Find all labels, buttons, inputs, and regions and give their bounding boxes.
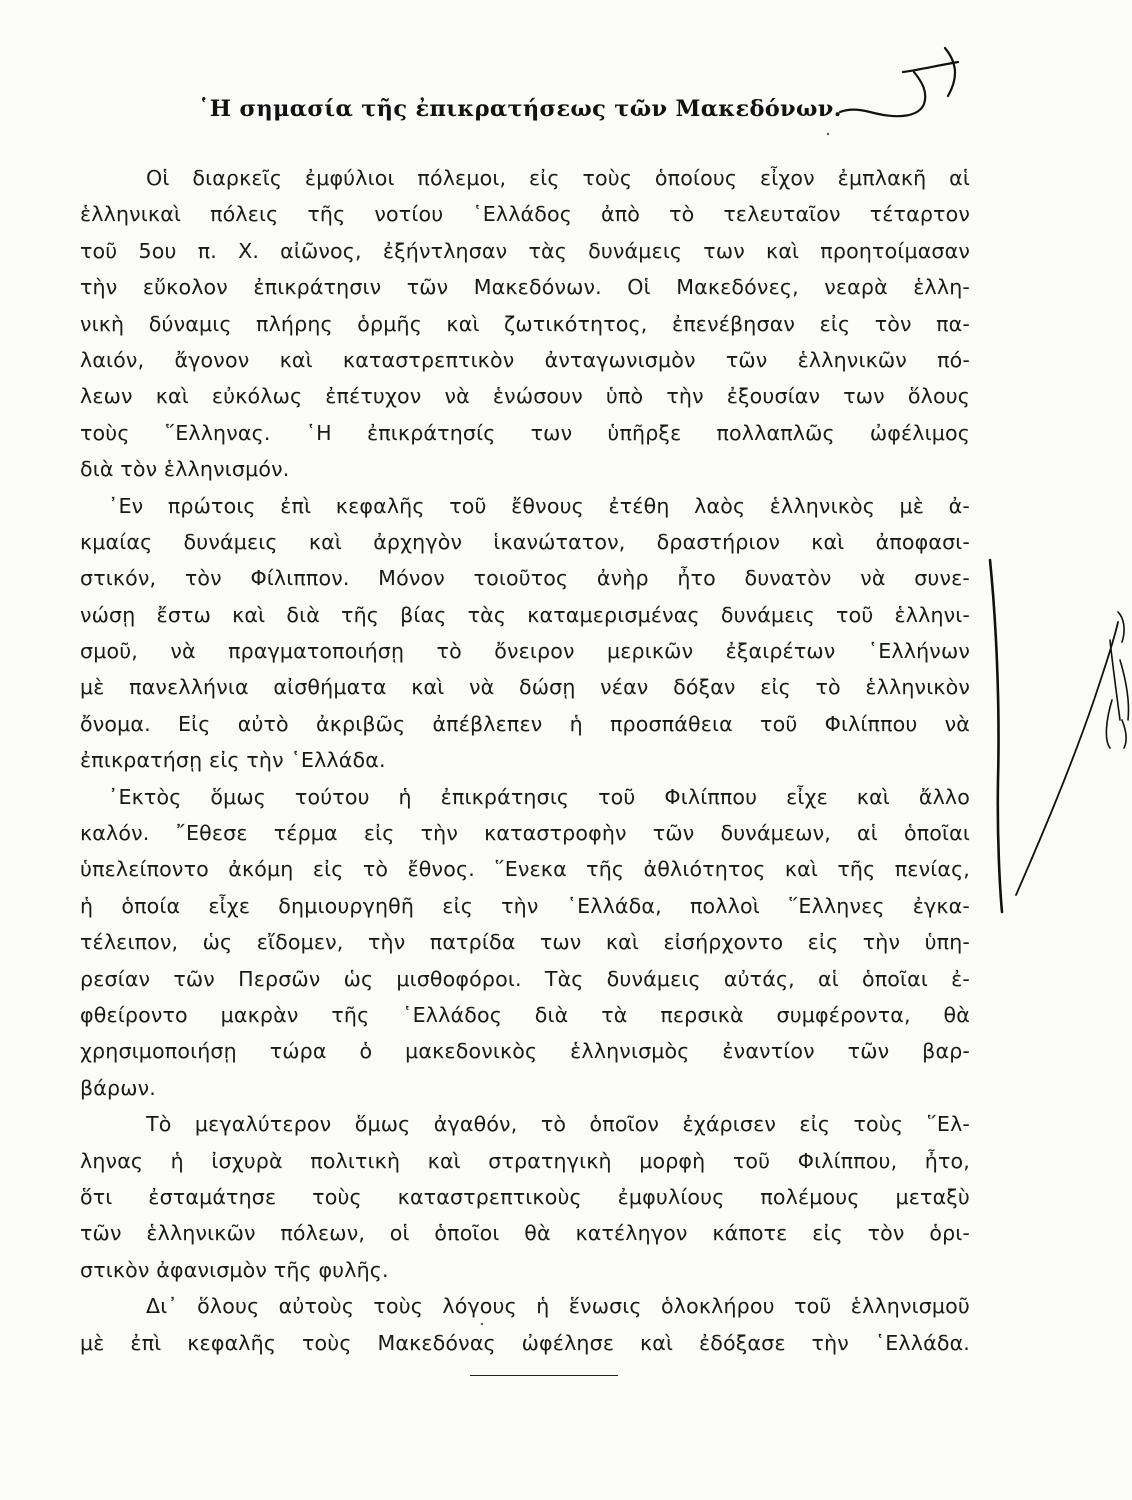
text-line: ρεσίαν τῶν Περσῶν ὡς μισθοφόροι. Τὰς δυνάμεις αὐτάς, αἱ ὁποῖαι ἐ- bbox=[80, 966, 970, 991]
text-line: ὅτι ἐσταμάτησε τοὺς καταστρεπτικοὺς ἐμφυλίους πολέμους μεταξὺ bbox=[80, 1184, 970, 1209]
text-line: τοὺς ῞Ελληνας. ῾Η ἐπικράτησίς των ὑπῆρξε πολλαπλῶς ὠφέλιμος bbox=[80, 420, 970, 445]
text-line: μὲ ἐπὶ κεφαλῆς τοὺς Μακεδόνας ὠφέλησε καὶ ἐδόξασε τὴν ῾Ελλάδα. bbox=[80, 1330, 970, 1355]
paragraph-2 bbox=[80, 488, 970, 779]
text-line: Οἱ διαρκεῖς ἐμφύλιοι πόλεμοι, εἰς τοὺς ὁποίους εἶχον ἐμπλακῆ αἱ bbox=[146, 166, 970, 190]
text-line: στικόν, τὸν Φίλιππον. Μόνον τοιοῦτος ἀνὴρ ἦτο δυνατὸν νὰ συνε- bbox=[80, 566, 970, 591]
page-title: ῾Η σημασία τῆς ἐπικρατήσεως τῶν Μακεδόνων. bbox=[198, 96, 842, 122]
text-line: λαιόν, ἄγονον καὶ καταστρεπτικὸν ἀνταγωνισμὸν τῶν ἑλληνικῶν πό- bbox=[80, 347, 970, 372]
paragraph-5 bbox=[80, 1288, 970, 1361]
text-line: σμοῦ, νὰ πραγματοποιήσῃ τὸ ὄνειρον μερικῶν ἐξαιρέτων ῾Ελλήνων bbox=[80, 639, 970, 664]
text-line: βάρων. bbox=[80, 1075, 156, 1100]
text-line: νώσῃ ἔστω καὶ διὰ τῆς βίας τὰς καταμερισμένας δυνάμεις τοῦ ἑλληνι- bbox=[80, 602, 970, 627]
text-line: ὑπελείποντο ἀκόμη εἰς τὸ ἔθνος. ῞Ενεκα τῆς ἀθλιότητος καὶ τῆς πενίας, bbox=[80, 857, 970, 882]
text-line: Τὸ μεγαλύτερον ὅμως ἀγαθόν, τὸ ὁποῖον ἐχάρισεν εἰς τοὺς ῞Ελ- bbox=[146, 1112, 970, 1137]
margin-vertical-line bbox=[990, 560, 1002, 912]
text-line: ἐπικρατήσῃ εἰς τὴν ῾Ελλάδα. bbox=[80, 748, 386, 773]
closing-rule bbox=[470, 1375, 618, 1376]
margin-diagonal-stroke bbox=[1016, 622, 1118, 895]
text-line: ᾿Εν πρώτοις ἐπὶ κεφαλῆς τοῦ ἔθνους ἐτέθη λαὸς ἑλληνικὸς μὲ ἀ- bbox=[108, 493, 970, 518]
text-line: ᾿Εκτὸς ὅμως τούτου ἡ ἐπικράτησις τοῦ Φιλίππου εἶχε καὶ ἄλλο bbox=[108, 784, 970, 809]
margin-figure-sketch bbox=[1106, 612, 1128, 748]
text-line: ληνας ἡ ἰσχυρὰ πολιτικὴ καὶ στρατηγικὴ μορφὴ τοῦ Φιλίππου, ἦτο, bbox=[80, 1148, 970, 1173]
paragraph-4 bbox=[80, 1106, 970, 1288]
text-line: στικὸν ἀφανισμὸν τῆς φυλῆς. bbox=[80, 1257, 389, 1282]
text-line: τέλειπον, ὡς εἴδομεν, τὴν πατρίδα των καὶ εἰσήρχοντο εἰς τὴν ὑπη- bbox=[80, 930, 970, 955]
text-line: λεων καὶ εὐκόλως ἐπέτυχον νὰ ἑνώσουν ὑπὸ τὴν ἐξουσίαν των ὅλους bbox=[80, 384, 970, 409]
text-line: ἑλληνικαὶ πόλεις τῆς νοτίου ῾Ελλάδος ἀπὸ τὸ τελευταῖον τέταρτον bbox=[80, 202, 970, 227]
text-line: χρησιμοποιήσῃ τώρα ὁ μακεδονικὸς ἑλληνισμὸς ἐναντίον τῶν βαρ- bbox=[80, 1039, 970, 1064]
text-line: νικὴ δύναμις πλήρης ὁρμῆς καὶ ζωτικότητος, ἐπενέβησαν εἰς τὸν πα- bbox=[80, 311, 970, 336]
text-line: τοῦ 5ου π. Χ. αἰῶνος, ἐξήντλησαν τὰς δυνάμεις των καὶ προητοίμασαν bbox=[80, 238, 970, 263]
text-line: μὲ πανελλήνια αἰσθήματα καὶ νὰ δώσῃ νέαν δόξαν εἰς τὸ ἑλληνικὸν bbox=[80, 675, 970, 700]
text-line: ὄνομα. Εἰς αὐτὸ ἀκριβῶς ἀπέβλεπεν ἡ προσπάθεια τοῦ Φιλίππου νὰ bbox=[80, 711, 970, 736]
text-line: φθείροντο μακρὰν τῆς ῾Ελλάδος διὰ τὰ περσικὰ συμφέροντα, θὰ bbox=[80, 1002, 970, 1027]
text-line: Δι᾿ ὅλους αὐτοὺς τοὺς λόγους ἡ ἕνωσις ὁλοκλήρου τοῦ ἑλληνισμοῦ bbox=[146, 1294, 970, 1319]
body-text bbox=[80, 160, 970, 1361]
paragraph-1 bbox=[80, 160, 970, 488]
text-line: διὰ τὸν ἑλληνισμόν. bbox=[80, 457, 290, 482]
text-line: τῶν ἑλληνικῶν πόλεων, οἱ ὁποῖοι θὰ κατέληγον κάποτε εἰς τὸν ὁρι- bbox=[80, 1221, 970, 1246]
text-line: ἡ ὁποία εἶχε δημιουργηθῆ εἰς τὴν ῾Ελλάδα, πολλοὶ ῞Ελληνες ἐγκα- bbox=[80, 893, 970, 918]
paragraph-3 bbox=[80, 779, 970, 1107]
text-line: καλόν. ῎Εθεσε τέρμα εἰς τὴν καταστροφὴν τῶν δυνάμεων, αἱ ὁποῖαι bbox=[80, 821, 970, 846]
text-line: τὴν εὔκολον ἐπικράτησιν τῶν Μακεδόνων. Οἱ Μακεδόνες, νεαρὰ ἑλλη- bbox=[80, 275, 970, 300]
text-line: κμαίας δυνάμεις καὶ ἀρχηγὸν ἱκανώτατον, δραστήριον καὶ ἀποφασι- bbox=[80, 529, 970, 554]
